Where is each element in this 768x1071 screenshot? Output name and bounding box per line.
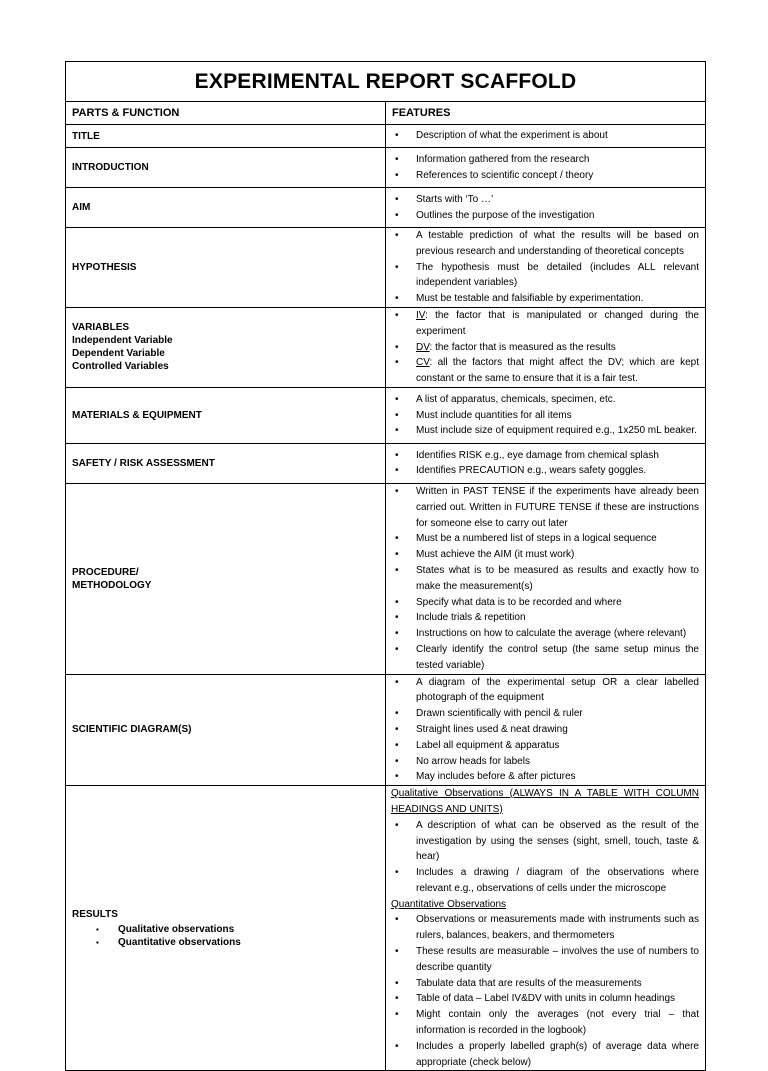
variables-sub-label: Independent Variable <box>72 335 173 347</box>
quantitative-heading: Quantitative Observations <box>391 898 507 910</box>
part-results <box>66 786 386 1071</box>
list-item: • Includes a drawing / diagram of the observations where relevant e.g., observations of cells under the microscope <box>391 865 699 897</box>
list-item: • Tabulate data that are results of the measurements <box>391 976 699 992</box>
scaffold-table <box>65 61 706 1071</box>
variables-sub-label: Controlled Variables <box>72 361 169 373</box>
list-item: • Identifies PRECAUTION e.g., wears safety goggles. <box>391 463 699 479</box>
list-item: • A diagram of the experimental setup OR a clear labelled photograph of the equipment <box>391 675 699 707</box>
header-features: FEATURES <box>386 102 706 125</box>
list-item: • Instructions on how to calculate the average (where relevant) <box>391 626 699 642</box>
list-item: • Includes a properly labelled graph(s) of average data where appropriate (check below) <box>391 1039 699 1071</box>
part-hypothesis: HYPOTHESIS <box>66 228 386 308</box>
list-item: • A testable prediction of what the results will be based on previous research and understanding of theoretical concepts <box>391 228 699 260</box>
list-item: • DV: the factor that is measured as the results <box>391 340 699 356</box>
list-item: • States what is to be measured as results and exactly how to make the measurement(s) <box>391 563 699 595</box>
list-item: • Observations or measurements made with instruments such as rulers, balances, beakers, and thermometers <box>391 912 699 944</box>
list-item: • Identifies RISK e.g., eye damage from chemical splash <box>391 448 699 464</box>
list-item: • Must be a numbered list of steps in a logical sequence <box>391 531 699 547</box>
list-item: • Straight lines used & neat drawing <box>391 722 699 738</box>
list-item: • These results are measurable – involves the use of numbers to describe quantity <box>391 944 699 976</box>
list-item: • May includes before & after pictures <box>391 769 699 785</box>
variables-sub-label: Dependent Variable <box>72 348 165 360</box>
part-diagram: SCIENTIFIC DIAGRAM(S) <box>66 674 386 786</box>
list-item: • Must achieve the AIM (it must work) <box>391 547 699 563</box>
list-item: • Clearly identify the control setup (the same setup minus the tested variable) <box>391 642 699 674</box>
list-item: • Outlines the purpose of the investigation <box>391 208 699 224</box>
list-item: • Label all equipment & apparatus <box>391 738 699 754</box>
list-item: • A description of what can be observed as the result of the investigation by using the senses (sight, smell, touch, taste & hear) <box>391 818 699 865</box>
list-item: • Starts with ‘To …’ <box>391 192 699 208</box>
header-parts: PARTS & FUNCTION <box>66 102 386 125</box>
part-safety: SAFETY / RISK ASSESSMENT <box>66 443 386 483</box>
list-item: • IV: the factor that is manipulated or changed during the experiment <box>391 308 699 340</box>
part-materials: MATERIALS & EQUIPMENT <box>66 387 386 443</box>
list-item: • Description of what the experiment is about <box>391 128 699 144</box>
page-title: EXPERIMENTAL REPORT SCAFFOLD <box>66 62 706 102</box>
results-sub-label: ▪ Qualitative observations <box>94 923 385 936</box>
part-aim: AIM <box>66 188 386 228</box>
list-item: • Include trials & repetition <box>391 610 699 626</box>
list-item: • Must include quantities for all items <box>391 408 699 424</box>
list-item: • A list of apparatus, chemicals, specimen, etc. <box>391 392 699 408</box>
list-item: • Information gathered from the research <box>391 152 699 168</box>
part-procedure <box>66 483 386 674</box>
list-item: • CV: all the factors that might affect the DV; which are kept constant or the same to ensure that it is a fair test. <box>391 355 699 387</box>
procedure-label: METHODOLOGY <box>72 579 152 591</box>
list-item: • Specify what data is to be recorded and where <box>391 595 699 611</box>
part-introduction: INTRODUCTION <box>66 148 386 188</box>
list-item: • Must be testable and falsifiable by experimentation. <box>391 291 699 307</box>
list-item: • Table of data – Label IV&DV with units in column headings <box>391 991 699 1007</box>
procedure-label: PROCEDURE/ <box>72 566 139 578</box>
list-item: • Drawn scientifically with pencil & ruler <box>391 706 699 722</box>
results-sub-label: ▪ Quantitative observations <box>94 936 385 949</box>
list-item: • No arrow heads for labels <box>391 754 699 770</box>
list-item: • References to scientific concept / theory <box>391 168 699 184</box>
list-item: • Might contain only the averages (not every trial – that information is recorded in the logbook) <box>391 1007 699 1039</box>
part-variables <box>66 307 386 387</box>
list-item: • Written in PAST TENSE if the experiments have already been carried out. Written in FUTURE TENSE if these are instructions for someone else to carry out later <box>391 484 699 531</box>
report-scaffold <box>65 61 706 1071</box>
variables-label: VARIABLES <box>72 322 130 334</box>
list-item: • Must include size of equipment required e.g., 1x250 mL beaker. <box>391 423 699 439</box>
list-item: • The hypothesis must be detailed (includes ALL relevant independent variables) <box>391 260 699 292</box>
part-title: TITLE <box>66 125 386 148</box>
results-label: RESULTS <box>72 908 118 920</box>
qualitative-heading: Qualitative Observations (ALWAYS IN A TABLE WITH COLUMN HEADINGS AND UNITS) <box>391 788 699 815</box>
